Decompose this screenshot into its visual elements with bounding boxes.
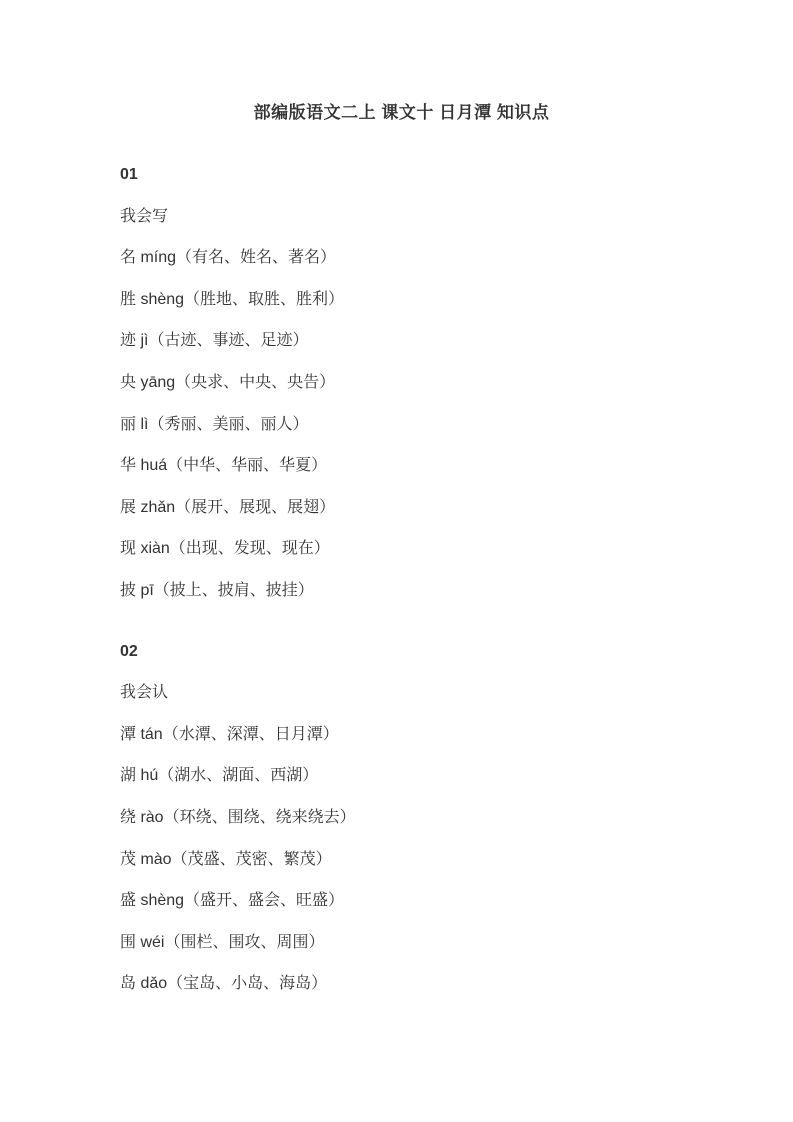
word-entry: 名 míng（有名、姓名、著名） [120, 249, 337, 267]
word-entry: 茂 mào（茂盛、茂密、繁茂） [120, 850, 332, 868]
word-entry: 华 huá（中华、华丽、华夏） [120, 457, 328, 475]
word-entry: 披 pī（披上、披肩、披挂） [120, 581, 314, 599]
word-entry: 现 xiàn（出现、发现、现在） [120, 540, 330, 558]
word-entry: 丽 lì（秀丽、美丽、丽人） [120, 415, 309, 433]
section-02 [120, 642, 683, 994]
word-entry: 潭 tán（水潭、深潭、日月潭） [120, 725, 339, 743]
section-number: 02 [120, 642, 138, 660]
document-title: 部编版语文二上 课文十 日月潭 知识点 [253, 103, 550, 122]
word-entry: 迹 jì（古迹、事迹、足迹） [120, 332, 309, 350]
section-01 [120, 165, 683, 600]
section-number: 01 [120, 166, 138, 183]
word-entry: 展 zhǎn（展开、展现、展翅） [120, 498, 336, 516]
word-entry: 央 yāng（央求、中央、央告） [120, 373, 336, 391]
word-entry: 岛 dǎo（宝岛、小岛、海岛） [120, 975, 328, 993]
word-entry: 绕 rào（环绕、围绕、绕来绕去） [120, 808, 356, 826]
word-entry: 胜 shèng（胜地、取胜、胜利） [120, 290, 345, 308]
word-entry: 盛 shèng（盛开、盛会、旺盛） [120, 892, 345, 910]
word-entry: 湖 hú（湖水、湖面、西湖） [120, 767, 319, 785]
word-entry: 围 wéi（围栏、围攻、周围） [120, 933, 325, 951]
section-heading: 我会认 [120, 684, 169, 702]
document-content [120, 0, 683, 1016]
section-heading: 我会写 [120, 207, 169, 225]
